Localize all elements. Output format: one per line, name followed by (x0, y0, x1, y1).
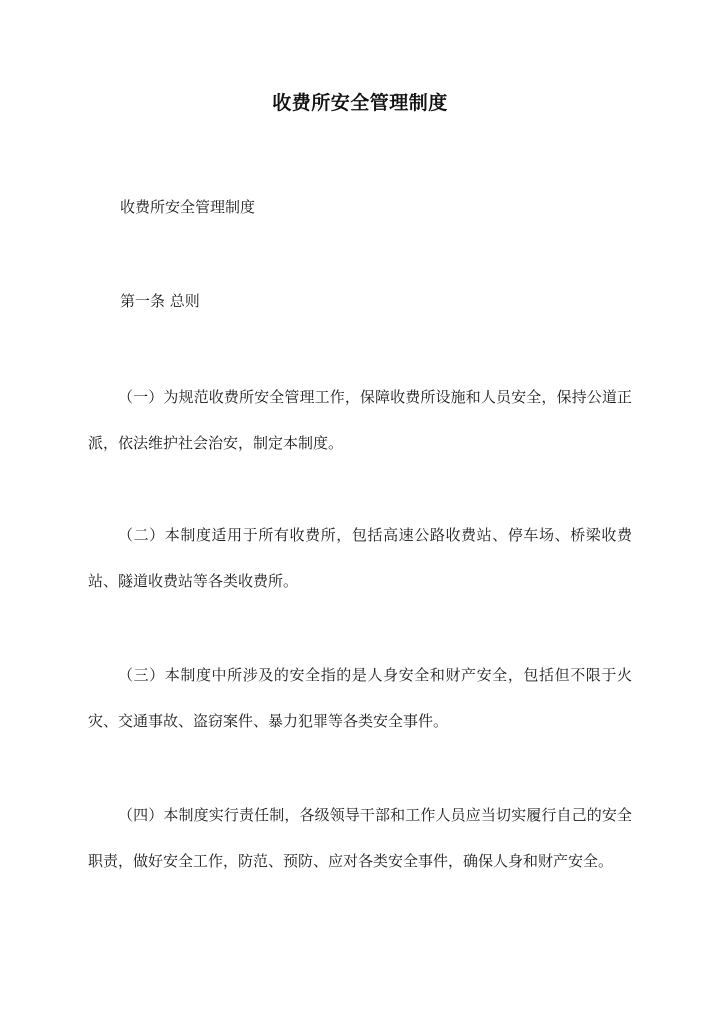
document-title: 收费所安全管理制度 (272, 92, 448, 114)
paragraph-1: （一）为规范收费所安全管理工作，保障收费所设施和人员安全，保持公道正派，依法维护社会治安，制定本制度。 (88, 388, 632, 452)
paragraph-4: （四）本制度实行责任制，各级领导干部和工作人员应当切实履行自己的安全职责，做好安全工作，防范、预防、应对各类安全事件，确保人身和财产安全。 (88, 806, 632, 870)
chapter-heading: 第一条 总则 (120, 292, 200, 310)
paragraph-3: （三）本制度中所涉及的安全指的是人身安全和财产安全，包括但不限于火灾、交通事故、盗窃案件、暴力犯罪等各类安全事件。 (88, 666, 632, 730)
paragraph-2: （二）本制度适用于所有收费所，包括高速公路收费站、停车场、桥梁收费站、隧道收费站等各类收费所。 (88, 526, 632, 590)
document-subtitle: 收费所安全管理制度 (120, 198, 256, 216)
